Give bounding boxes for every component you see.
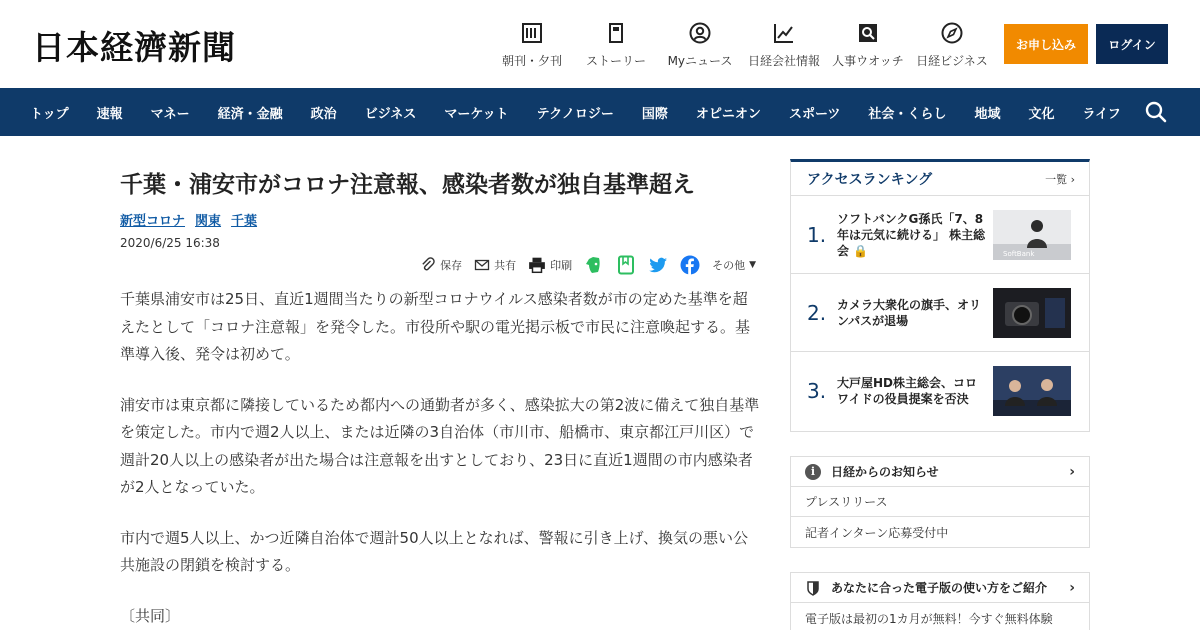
twitter-icon [648, 255, 668, 275]
article [120, 160, 760, 625]
header-nav-label: 日経会社情報 [747, 54, 820, 68]
header-nav-label: 朝刊・夕刊 [501, 54, 562, 68]
print-button[interactable] [528, 256, 572, 274]
chevron-right-icon: › [1069, 463, 1075, 480]
facebook-button[interactable] [680, 255, 700, 275]
article-title: 千葉・浦安市がコロナ注意報、感染者数が独自基準超え [120, 172, 695, 198]
nav-society-life[interactable]: 社会・くらし [868, 106, 947, 122]
more-share-button[interactable] [712, 257, 756, 273]
header-nav-personnel-watch[interactable] [826, 22, 910, 69]
article-paragraph: 千葉県浦安市は25日、直近1週間当たりの新型コロナウイルス感染者数が市の定めた基準を超えたとして「コロナ注意報」を発令した。市役所や駅の電光掲示板で市民に注意喚起する。基準導入後、発令は初めて。 [120, 290, 751, 363]
search-icon[interactable] [1144, 100, 1168, 124]
ranking-thumbnail [993, 366, 1071, 416]
nav-breaking[interactable]: 速報 [96, 106, 123, 122]
evernote-button[interactable] [584, 255, 604, 275]
ranking-item[interactable] [791, 352, 1089, 430]
ranking-item[interactable] [791, 196, 1089, 274]
notice-item[interactable]: 記者インターン応募受付中 [805, 525, 949, 540]
nav-market[interactable]: マーケット [444, 106, 509, 122]
nav-business[interactable]: ビジネス [364, 106, 417, 122]
nav-region[interactable]: 地域 [974, 106, 1001, 122]
guide-header[interactable] [791, 573, 1089, 603]
share-toolbar [420, 255, 756, 275]
bookmark-button[interactable] [616, 255, 636, 275]
article-date: 2020/6/25 16:38 [120, 236, 220, 250]
nav-top[interactable]: トップ [30, 106, 69, 122]
paperclip-icon [420, 257, 436, 273]
header-nav [490, 22, 994, 69]
header-nav-label: 日経ビジネス [916, 54, 988, 68]
header-nav-company-info[interactable] [742, 22, 826, 69]
save-button[interactable] [420, 257, 462, 273]
facebook-icon [680, 255, 700, 275]
nav-politics[interactable]: 政治 [310, 106, 337, 122]
mail-icon [474, 257, 490, 273]
twitter-button[interactable] [648, 255, 668, 275]
lock-icon: 🔒 [853, 243, 869, 258]
save-label: 保存 [440, 259, 463, 272]
nikkei-notices [790, 456, 1090, 548]
ranking-headline: カメラ大衆化の旗手、オリンパスが退場 [837, 297, 982, 328]
nav-sports[interactable]: スポーツ [788, 106, 841, 122]
article-paragraph: 〔共同〕 [120, 606, 181, 625]
ranking-number: 1. [807, 222, 827, 247]
book-icon [605, 22, 627, 44]
nav-international[interactable]: 国際 [641, 106, 668, 122]
article-paragraph: 浦安市は東京都に隣接しているため都内への通勤者が多く、感染拡大の第2波に備えて独自基準を策定した。市内で週2人以上、または近隣の3自治体（市川市、船橋市、東京都江戸川区）で週計20人以上の感染者が出た場合は注意報を出すとしており、23日に直近1週間の市内感染者が2人となっていた。 [120, 395, 760, 496]
digital-guide [790, 572, 1090, 630]
header-nav-label: Myニュース [667, 54, 733, 68]
user-icon [689, 22, 711, 44]
site-header [0, 0, 1200, 88]
evernote-icon [584, 255, 604, 275]
header-nav-label: ストーリー [585, 54, 646, 68]
header-nav-morning-evening[interactable] [490, 22, 574, 69]
chevron-right-icon: › [1069, 579, 1075, 596]
guide-title: あなたに合った電子版の使い方をご紹介 [831, 581, 1048, 595]
ranking-title: アクセスランキング [807, 171, 933, 188]
ranking-more-label: 一覧 [1045, 172, 1068, 186]
share-button[interactable] [474, 257, 516, 273]
nav-economy-finance[interactable]: 経済・金融 [217, 106, 283, 122]
article-body [120, 286, 760, 630]
main-nav-items [16, 88, 1135, 136]
notice-item[interactable]: プレスリリース [791, 487, 1089, 517]
header-nav-my-news[interactable] [658, 22, 742, 69]
compass-icon [941, 22, 963, 44]
nav-opinion[interactable]: オピニオン [695, 106, 761, 122]
article-tags [120, 210, 760, 229]
more-share-label: その他 [712, 259, 746, 272]
print-label: 印刷 [550, 259, 573, 272]
ranking-thumbnail [993, 288, 1071, 338]
share-label: 共有 [494, 259, 517, 272]
bookmark-icon [616, 255, 636, 275]
ranking-headline [837, 211, 987, 259]
header-nav-label: 人事ウオッチ [832, 54, 904, 68]
chevron-right-icon: › [1070, 172, 1075, 186]
caret-down-icon: ▼ [749, 260, 756, 270]
nav-culture[interactable]: 文化 [1028, 106, 1055, 122]
ranking-item[interactable] [791, 274, 1089, 352]
tag-link[interactable]: 千葉 [231, 214, 258, 229]
notices-title: 日経からのお知らせ [831, 465, 939, 479]
nav-technology[interactable]: テクノロジー [536, 106, 614, 122]
nav-money[interactable]: マネー [150, 106, 190, 122]
info-icon: i [805, 464, 821, 480]
newspaper-icon [521, 22, 543, 44]
access-ranking [790, 159, 1090, 432]
ranking-header [791, 162, 1089, 196]
tag-link[interactable]: 関東 [195, 214, 222, 229]
shield-icon [805, 580, 821, 596]
search-doc-icon [857, 22, 879, 44]
main-nav [0, 88, 1200, 136]
notices-header[interactable] [791, 457, 1089, 487]
chart-icon [773, 22, 795, 44]
ranking-number: 2. [807, 300, 827, 325]
apply-button[interactable]: お申し込み [1004, 24, 1088, 64]
login-button[interactable]: ログイン [1096, 24, 1168, 64]
ranking-more-link[interactable] [1045, 171, 1075, 187]
printer-icon [528, 256, 546, 274]
ranking-number: 3. [807, 379, 827, 403]
ranking-headline: 大戸屋HD株主総会、コロワイドの役員提案を否決 [837, 376, 978, 406]
nav-life[interactable]: ライフ [1082, 106, 1121, 122]
ranking-headline-text: ソフトバンクG孫氏「7、8年は元気に続ける」 株主総会 [837, 211, 986, 258]
ranking-thumbnail [993, 210, 1071, 260]
header-nav-nikkei-business[interactable] [910, 22, 994, 69]
site-logo[interactable]: 日本経濟新聞 [32, 28, 236, 67]
guide-text[interactable]: 電子版は最初の1カ月が無料！今すぐ無料体験 [805, 611, 1053, 626]
tag-link[interactable]: 新型コロナ [120, 214, 186, 229]
header-nav-story[interactable] [574, 22, 658, 69]
article-paragraph: 市内で週5人以上、かつ近隣自治体で週計50人以上となれば、警報に引き上げ、換気の悪い公共施設の閉鎖を検討する。 [120, 528, 749, 574]
thumbnail-caption: SoftBank [1003, 249, 1035, 258]
